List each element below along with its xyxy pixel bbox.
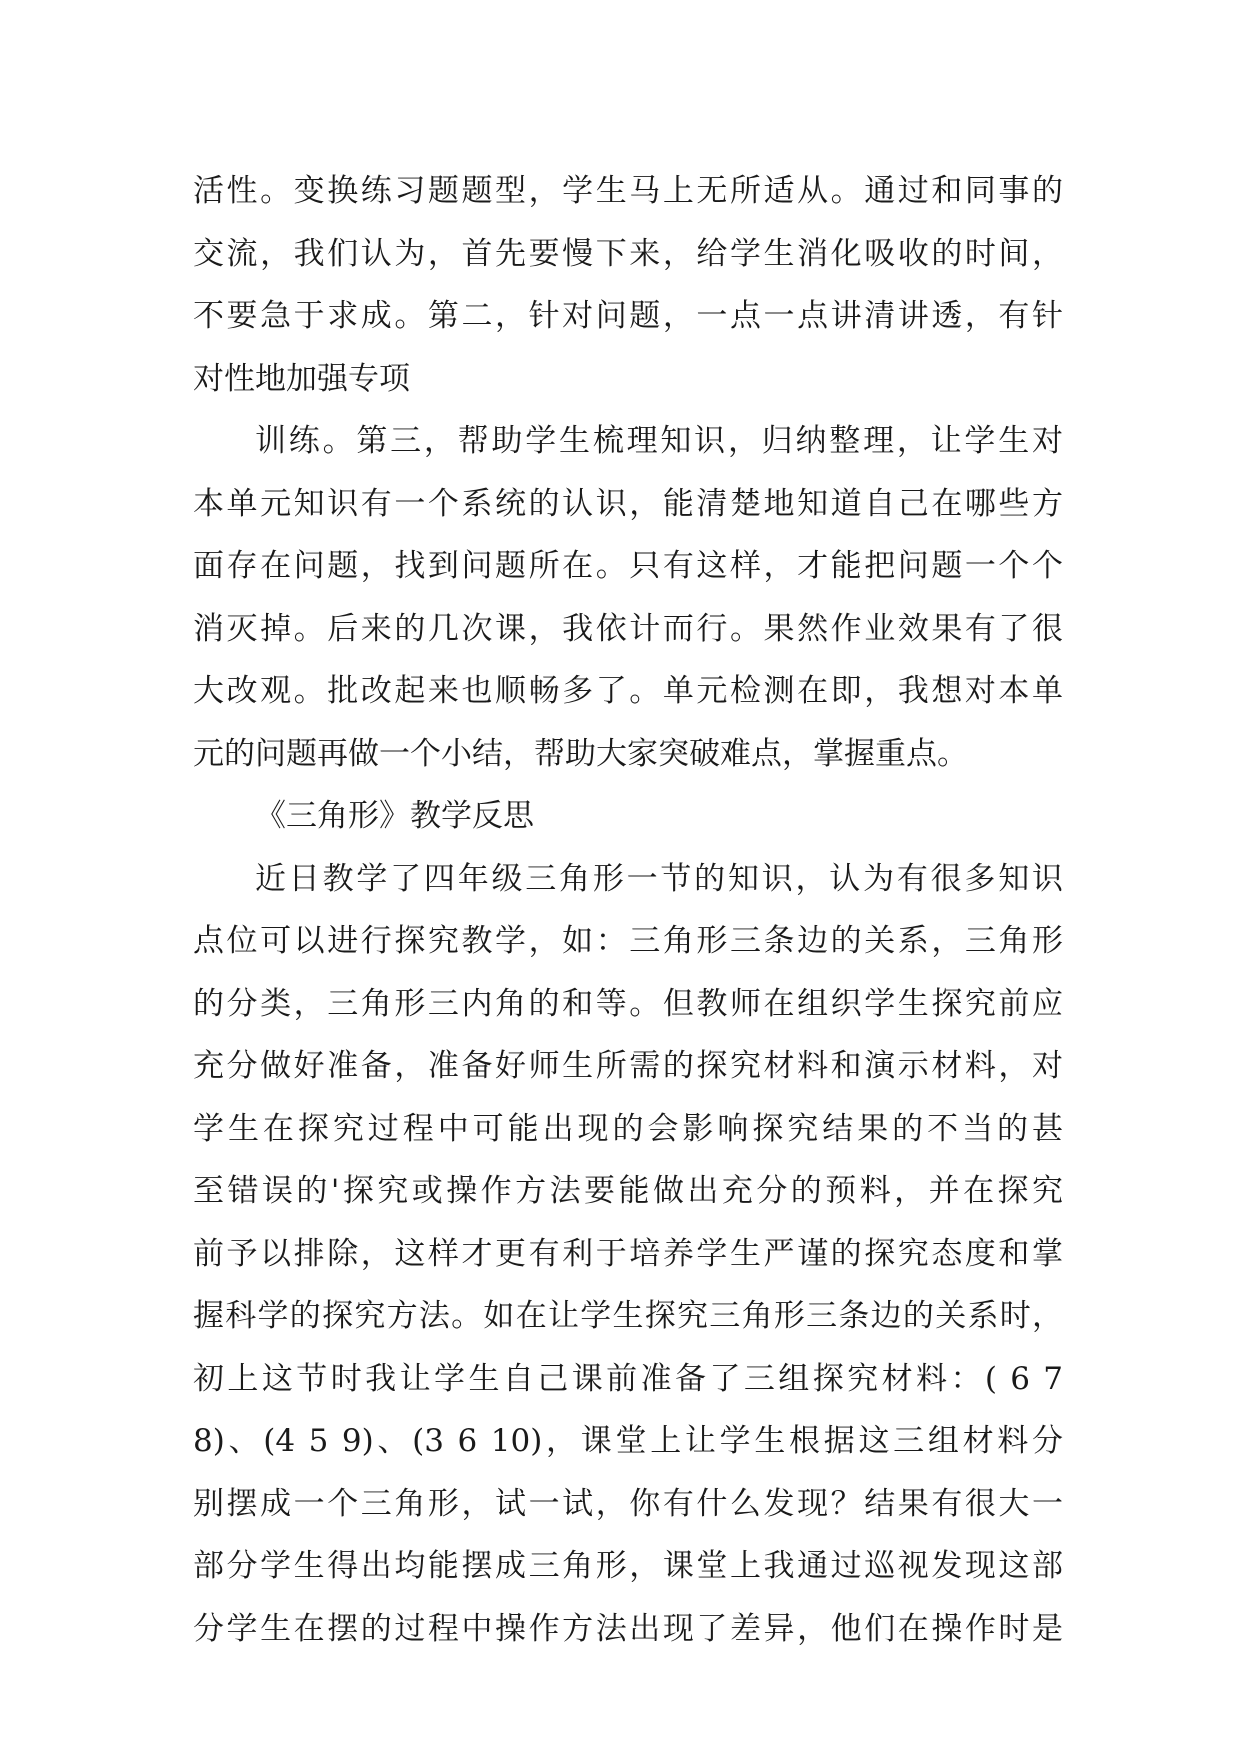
- text-line: 初上这节时我让学生自己课前准备了三组探究材料：( 6 7: [193, 1360, 1063, 1397]
- text-line: 大改观。批改起来也顺畅多了。单元检测在即，我想对本单: [193, 673, 1063, 709]
- document-body: [193, 160, 1063, 1660]
- text-line: 充分做好准备，准备好师生所需的探究材料和演示材料，对: [193, 1048, 1063, 1084]
- text-line: 近日教学了四年级三角形一节的知识，认为有很多知识: [255, 860, 1063, 897]
- text-line: 8)、(4 5 9)、(3 6 10)，课堂上让学生根据这三组材料分: [193, 1423, 1063, 1459]
- text-line: 点位可以进行探究教学，如：三角形三条边的关系，三角形: [193, 923, 1063, 959]
- text-line: 握科学的探究方法。如在让学生探究三角形三条边的关系时，: [193, 1298, 1063, 1334]
- text-line: 前予以排除，这样才更有利于培养学生严谨的探究态度和掌: [193, 1235, 1063, 1272]
- text-line: 活性。变换练习题题型，学生马上无所适从。通过和同事的: [193, 173, 1063, 209]
- text-line: 训练。第三，帮助学生梳理知识，归纳整理，让学生对: [255, 423, 1063, 459]
- text-line: 元的问题再做一个小结，帮助大家突破难点，掌握重点。: [193, 735, 968, 772]
- text-line: 学生在探究过程中可能出现的会影响探究结果的不当的甚: [193, 1110, 1063, 1147]
- text-line: 不要急于求成。第二，针对问题，一点一点讲清讲透，有针: [193, 298, 1063, 334]
- text-line: 面存在问题，找到问题所在。只有这样，才能把问题一个个: [193, 548, 1063, 584]
- text-line: 的分类，三角形三内角的和等。但教师在组织学生探究前应: [193, 985, 1063, 1022]
- text-line: 分学生在摆的过程中操作方法出现了差异，他们在操作时是: [193, 1610, 1063, 1647]
- text-line: 交流，我们认为，首先要慢下来，给学生消化吸收的时间，: [193, 235, 1063, 272]
- text-line: 部分学生得出均能摆成三角形，课堂上我通过巡视发现这部: [193, 1548, 1063, 1584]
- text-line: 别摆成一个三角形，试一试，你有什么发现？结果有很大一: [193, 1485, 1063, 1522]
- text-line: 至错误的'探究或操作方法要能做出充分的预料，并在探究: [193, 1173, 1063, 1209]
- text-line: 本单元知识有一个系统的认识，能清楚地知道自己在哪些方: [193, 485, 1063, 522]
- text-line: 对性地加强专项: [193, 360, 410, 397]
- text-line: 消灭掉。后来的几次课，我依计而行。果然作业效果有了很: [193, 610, 1063, 647]
- section-heading: 《三角形》教学反思: [255, 798, 534, 834]
